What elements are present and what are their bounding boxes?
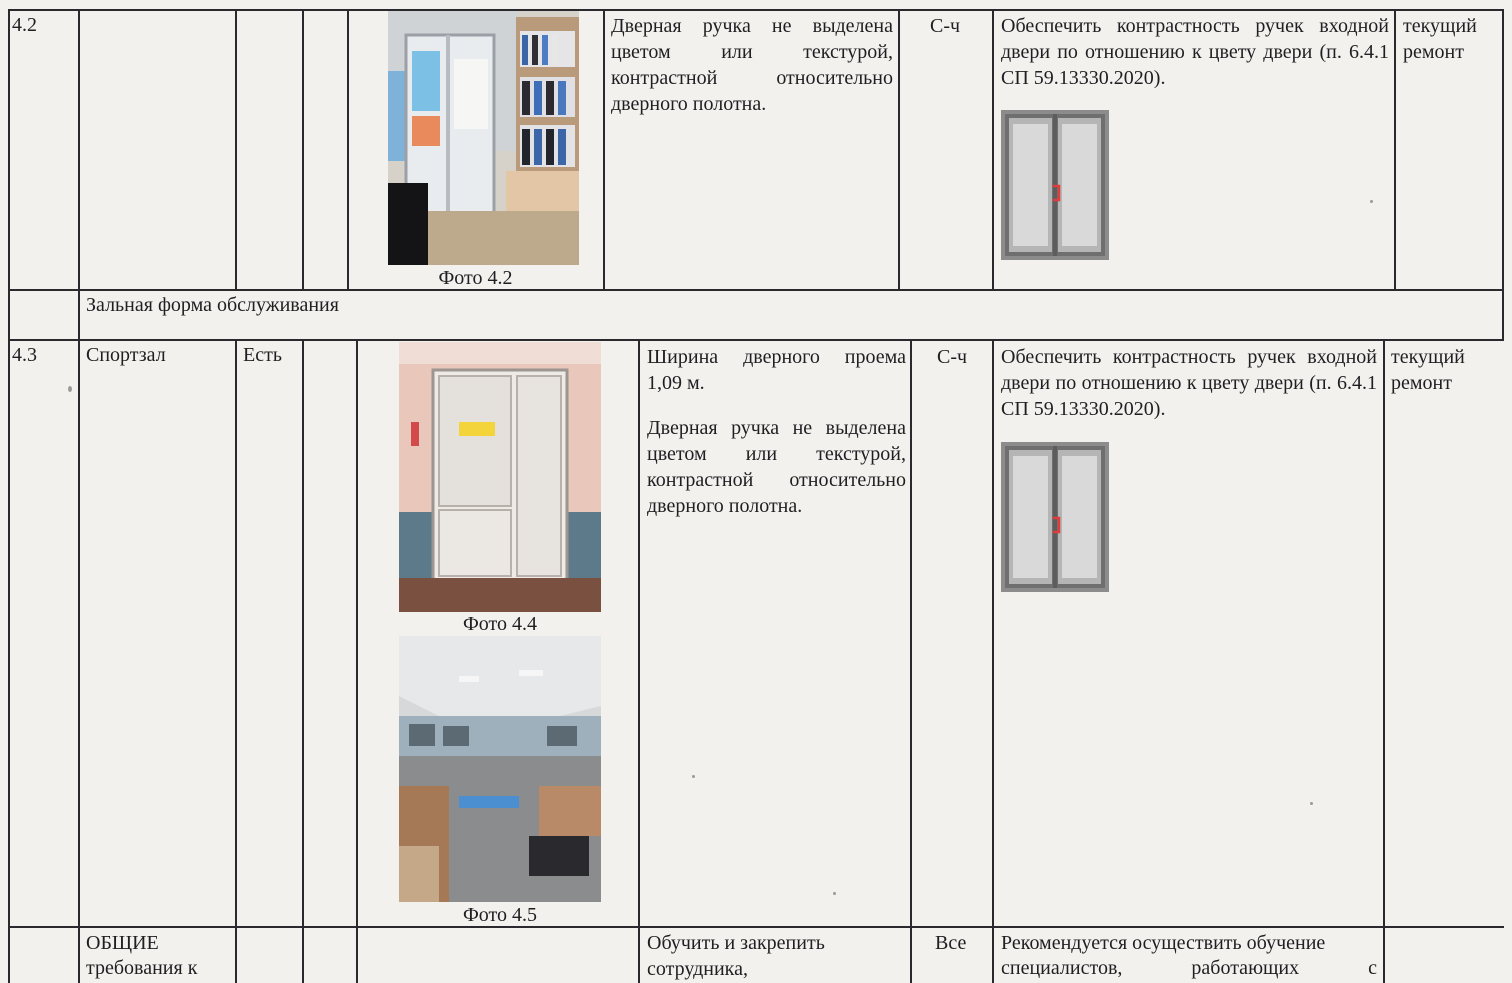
recommendation-line: Рекомендуется осуществить обучение [1001,932,1326,954]
problem-description: Дверная ручка не выделена цветом или текстурой, контрастной относительно дверного полотна. [611,15,893,115]
presence: Есть [243,344,282,366]
problem-description: Дверная ручка не выделена цветом или текстурой, контрастной относительно дверного полотна. [647,417,906,517]
col-divider [347,9,349,290]
section-label: Зальная форма обслуживания [86,294,339,316]
row-number: 4.3 [12,344,37,366]
col-divider [1394,9,1396,290]
photo-caption: Фото 4.2 [438,267,513,289]
col-divider [992,9,994,290]
problem-description: Ширина дверного проема 1,09 м. [647,346,906,394]
door-illustration [1001,442,1109,592]
table-border-right [1502,9,1504,340]
work-type: текущий ремонт [1391,346,1465,394]
object-name-line: требования к [86,957,198,979]
photo-caption: Фото 4.4 [462,613,537,635]
object-name: Спортзал [86,344,166,366]
col-divider [235,9,237,290]
scan-speck [68,386,72,392]
row-number: 4.2 [12,14,37,36]
photo-caption: Фото 4.5 [462,904,537,926]
col-divider [356,339,358,983]
work-type: текущий ремонт [1403,15,1477,63]
table-border-left [8,9,10,983]
scan-speck [833,892,836,895]
problem-description: Обучить и закрепить сотрудника, [647,932,825,980]
col-divider [302,9,304,290]
recommendation-line: специалистов, работающих с [1001,957,1377,979]
row-divider-section [8,339,1504,341]
col-divider [1383,339,1385,983]
photo-4-2 [388,11,579,265]
recommendation: Обеспечить контрастность ручек входной двери по отношению к цвету двери (п. 6.4.1 СП 59.13330.2020). [1001,346,1377,420]
table-border-top [8,9,1504,11]
door-illustration [1001,110,1109,260]
recommendation: Обеспечить контрастность ручек входной двери по отношению к цвету двери (п. 6.4.1 СП 59.13330.2020). [1001,15,1389,89]
col-divider [235,339,237,983]
col-divider [302,339,304,983]
scan-speck [1310,802,1313,805]
col-divider [638,339,640,983]
object-name-line: ОБЩИЕ [86,932,159,954]
scan-speck [1370,200,1373,203]
col-divider [603,9,605,290]
col-divider [898,9,900,290]
category: С-ч [937,346,968,368]
row-divider-4-2 [8,289,1504,291]
row-divider-4-3 [8,926,1504,928]
photo-4-4 [399,342,601,612]
col-divider [78,9,80,983]
photo-4-5 [399,636,601,902]
scan-speck [692,775,695,778]
category: С-ч [930,15,961,37]
category: Все [935,932,967,954]
col-divider [910,339,912,983]
col-divider [992,339,994,983]
